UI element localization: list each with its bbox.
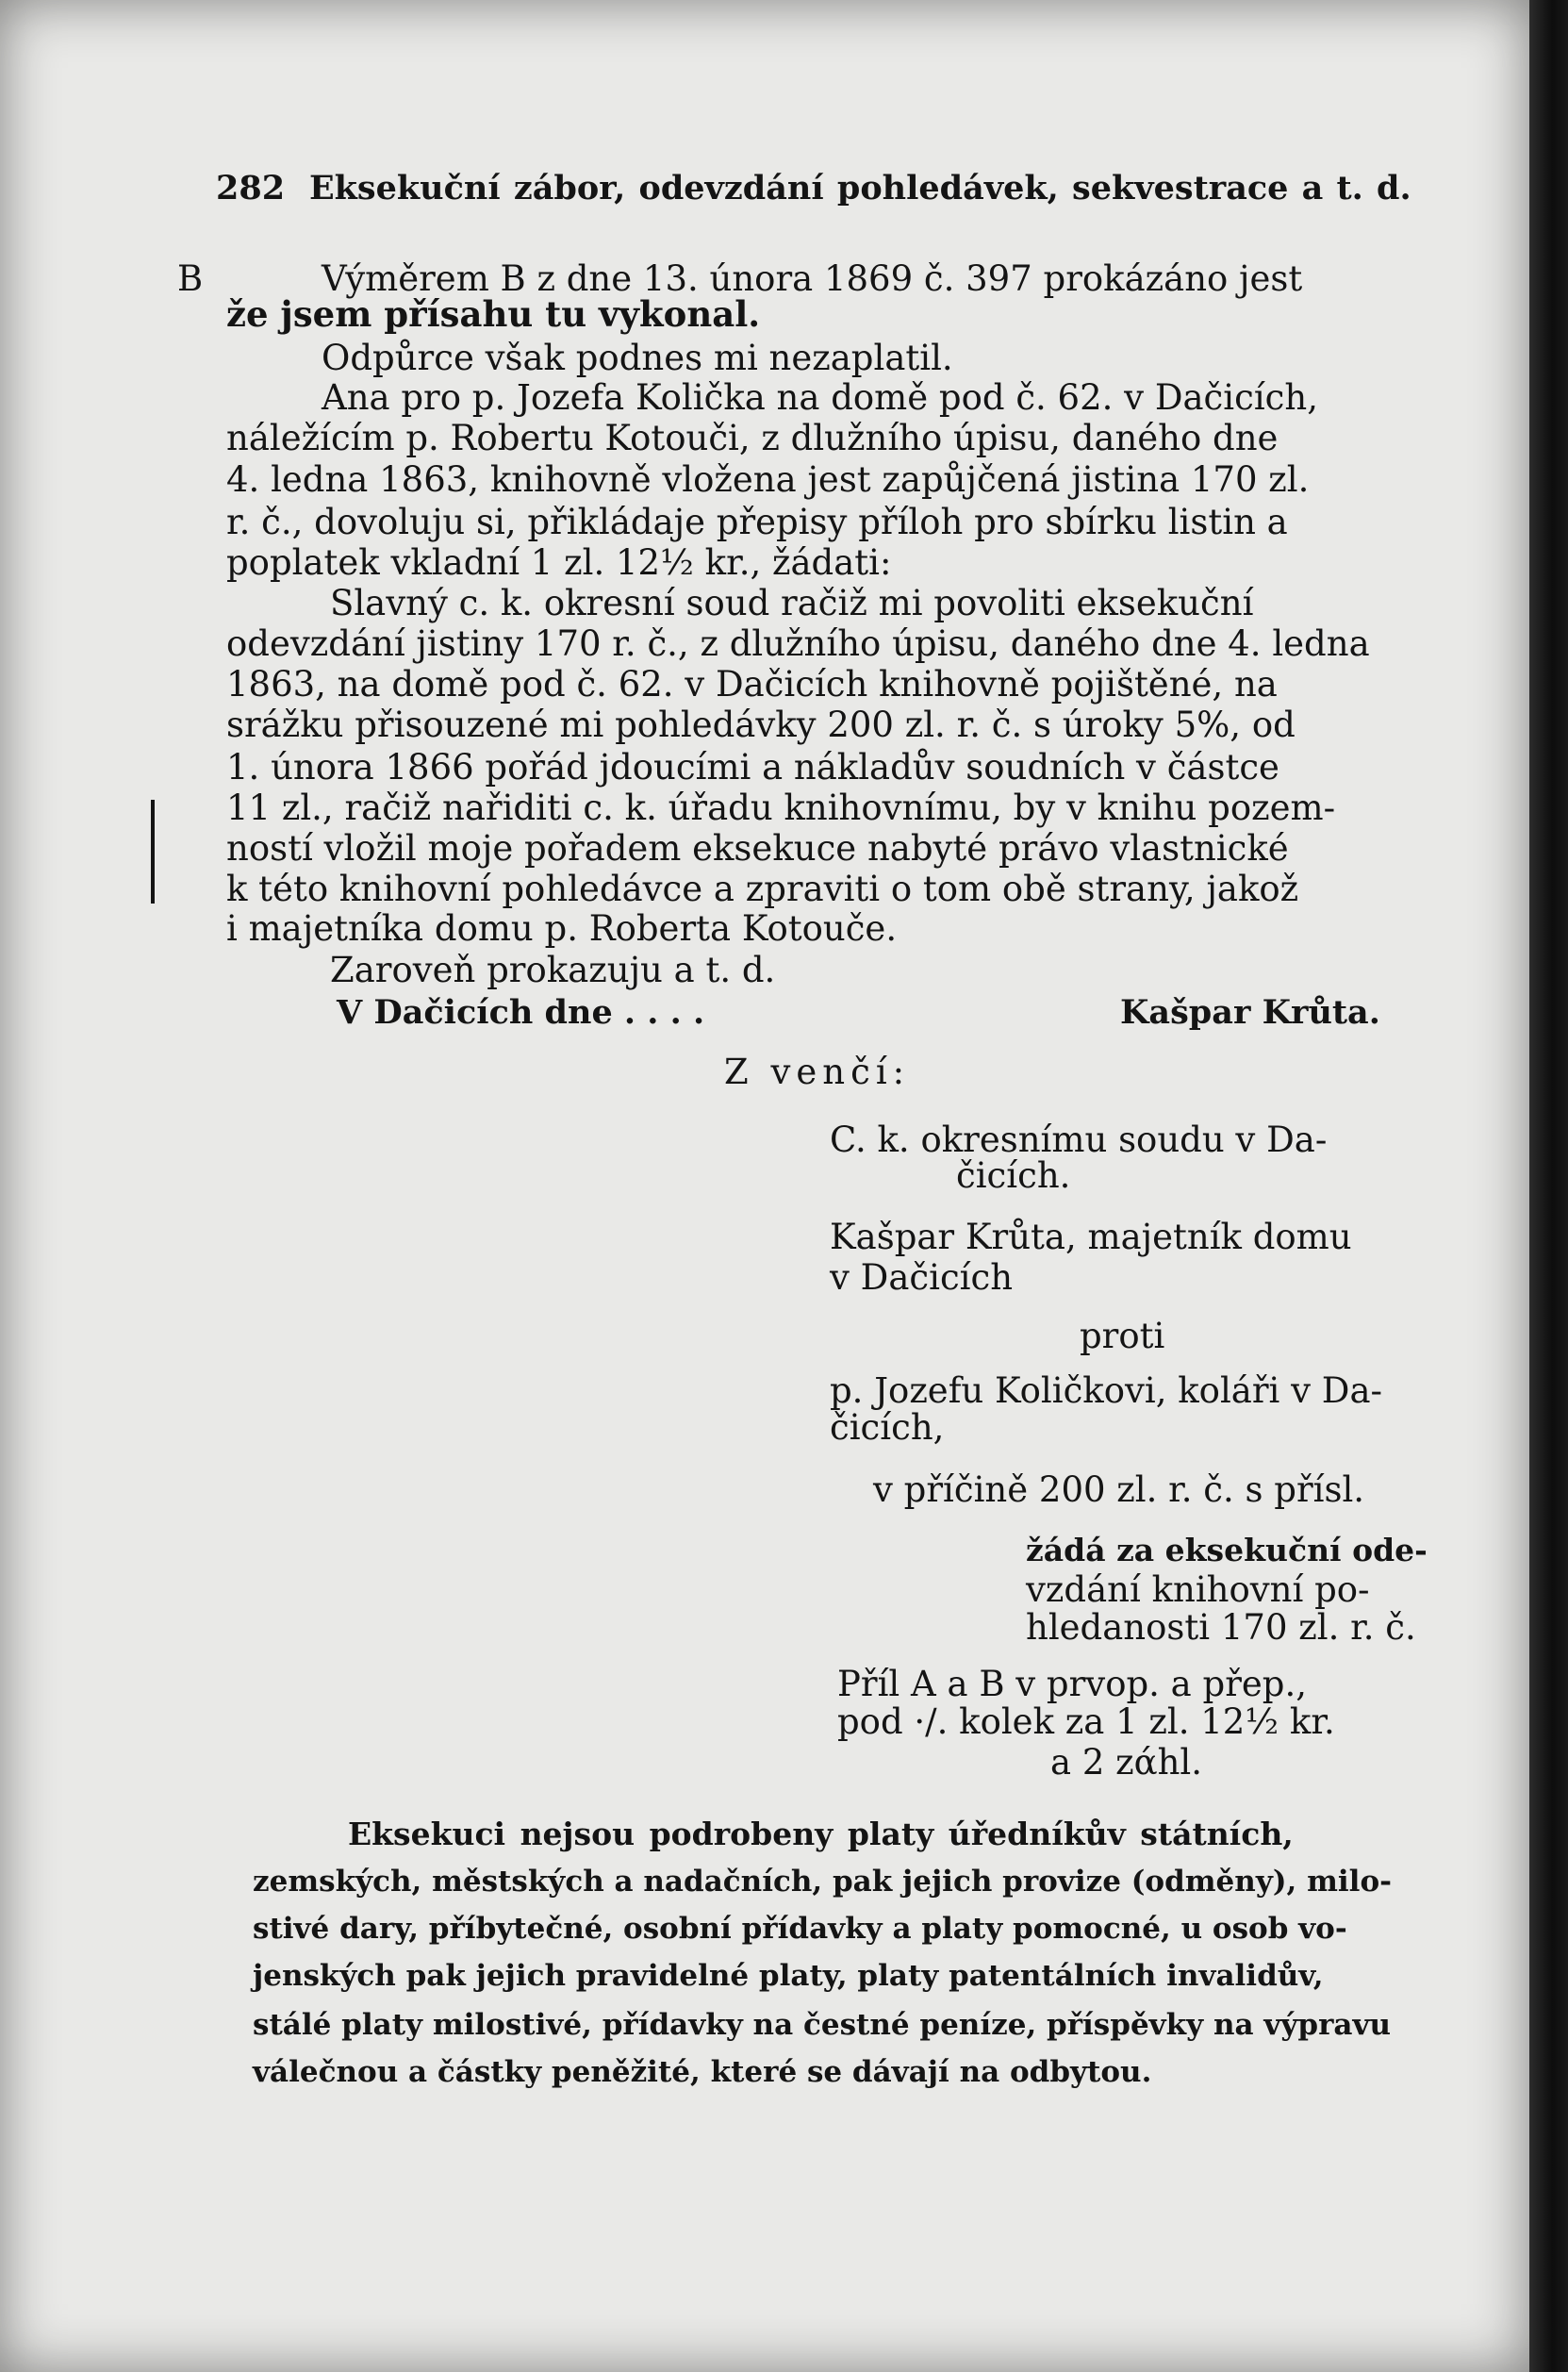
body-line: poplatek vkladní 1 zl. 12½ kr., žádati: [226,542,892,583]
body-line: náležícím p. Robertu Kotouči, z dlužního úpisu, daného dne [226,418,1279,458]
body-line: 11 zl., račiž nařiditi c. k. úřadu knihovnímu, by v knihu pozem- [226,788,1336,828]
body-line: ností vložil moje pořadem eksekuce nabyté právo vlastnické [226,828,1289,869]
body-line: srážku přisouzené mi pohledávky 200 zl. r. č. s úroky 5%, od [226,705,1296,745]
outside-line: čicích, [830,1407,945,1448]
final-paragraph-line: zemských, městských a nadačních, pak jejich provize (odměny), milo- [253,1865,1392,1899]
body-line: Výměrem B z dne 13. února 1869 č. 397 prokázáno jest [322,258,1303,299]
body-line: Zaroveň prokazuju a t. d. [330,950,776,990]
body-line: Slavný c. k. okresní soud račiž mi povoliti eksekuční [330,583,1254,623]
body-line: i majetníka domu p. Roberta Kotouče. [226,908,898,949]
final-paragraph-line: jenských pak jejich pravidelné platy, platy patentálních invalidův, [253,1959,1324,1993]
margin-stroke [151,800,155,904]
body-line: Ana pro p. Jozefa Količka na domě pod č. 62. v Dačicích, [322,377,1318,418]
signature-place-date: V Dačicích dne . . . . [337,993,705,1032]
running-head: Eksekuční zábor, odevzdání pohledávek, sekvestrace a t. d. [309,169,1411,207]
final-paragraph-line: válečnou a částky peněžité, které se dávají na odbytou. [253,2055,1152,2089]
body-line: že jsem přísahu tu vykonal. [226,293,761,335]
outside-line: C. k. okresnímu soudu v Da- [830,1120,1328,1160]
signature-name: Kašpar Krůta. [1120,993,1380,1032]
outside-line: Příl A a B v prvop. a přep., [837,1664,1307,1704]
body-line: 4. ledna 1863, knihovně vložena jest zapůjčená jistina 170 zl. [226,459,1310,500]
outside-line: v Dačicích [830,1257,1014,1298]
outside-heading: Z venčí: [724,1052,911,1092]
body-line: odevzdání jistiny 170 r. č., z dlužního úpisu, daného dne 4. ledna [226,623,1370,664]
outside-line: hledanosti 170 zl. r. č. [1026,1607,1416,1648]
margin-marker: B [177,258,204,299]
final-paragraph-line: Eksekuci nejsou podrobeny platy úředníkův státních, [348,1816,1294,1852]
body-line: r. č., dovoluju si, přikládaje přepisy příloh pro sbírku listin a [226,502,1288,542]
body-line: 1. února 1866 pořád jdoucími a nákladův soudních v částce [226,747,1279,788]
outside-line: p. Jozefu Količkovi, koláři v Da- [830,1370,1383,1411]
body-line: Odpůrce však podnes mi nezaplatil. [322,338,953,378]
page-number: 282 [216,169,286,207]
outside-line: Kašpar Krůta, majetník domu [830,1217,1352,1257]
page-edge-shadow [1529,0,1568,2372]
outside-line: pod ·/. kolek za 1 zl. 12½ kr. [837,1701,1335,1742]
outside-line: proti [1080,1316,1165,1356]
outside-line: v příčině 200 zl. r. č. s přísl. [873,1469,1365,1510]
final-paragraph-line: stálé platy milostivé, přídavky na čestné peníze, příspěvky na výpravu [253,2008,1392,2042]
body-line: 1863, na domě pod č. 62. v Dačicích knihovně pojištěné, na [226,664,1278,705]
outside-line: čicích. [956,1155,1071,1196]
outside-line: a 2 zάhl. [1050,1742,1203,1783]
outside-line: vzdání knihovní po- [1026,1569,1370,1610]
outside-line: žádá za eksekuční ode- [1026,1532,1428,1568]
final-paragraph-line: stivé dary, příbytečné, osobní přídavky a platy pomocné, u osob vo- [253,1912,1347,1946]
body-line: k této knihovní pohledávce a zpraviti o tom obě strany, jakož [226,869,1299,909]
